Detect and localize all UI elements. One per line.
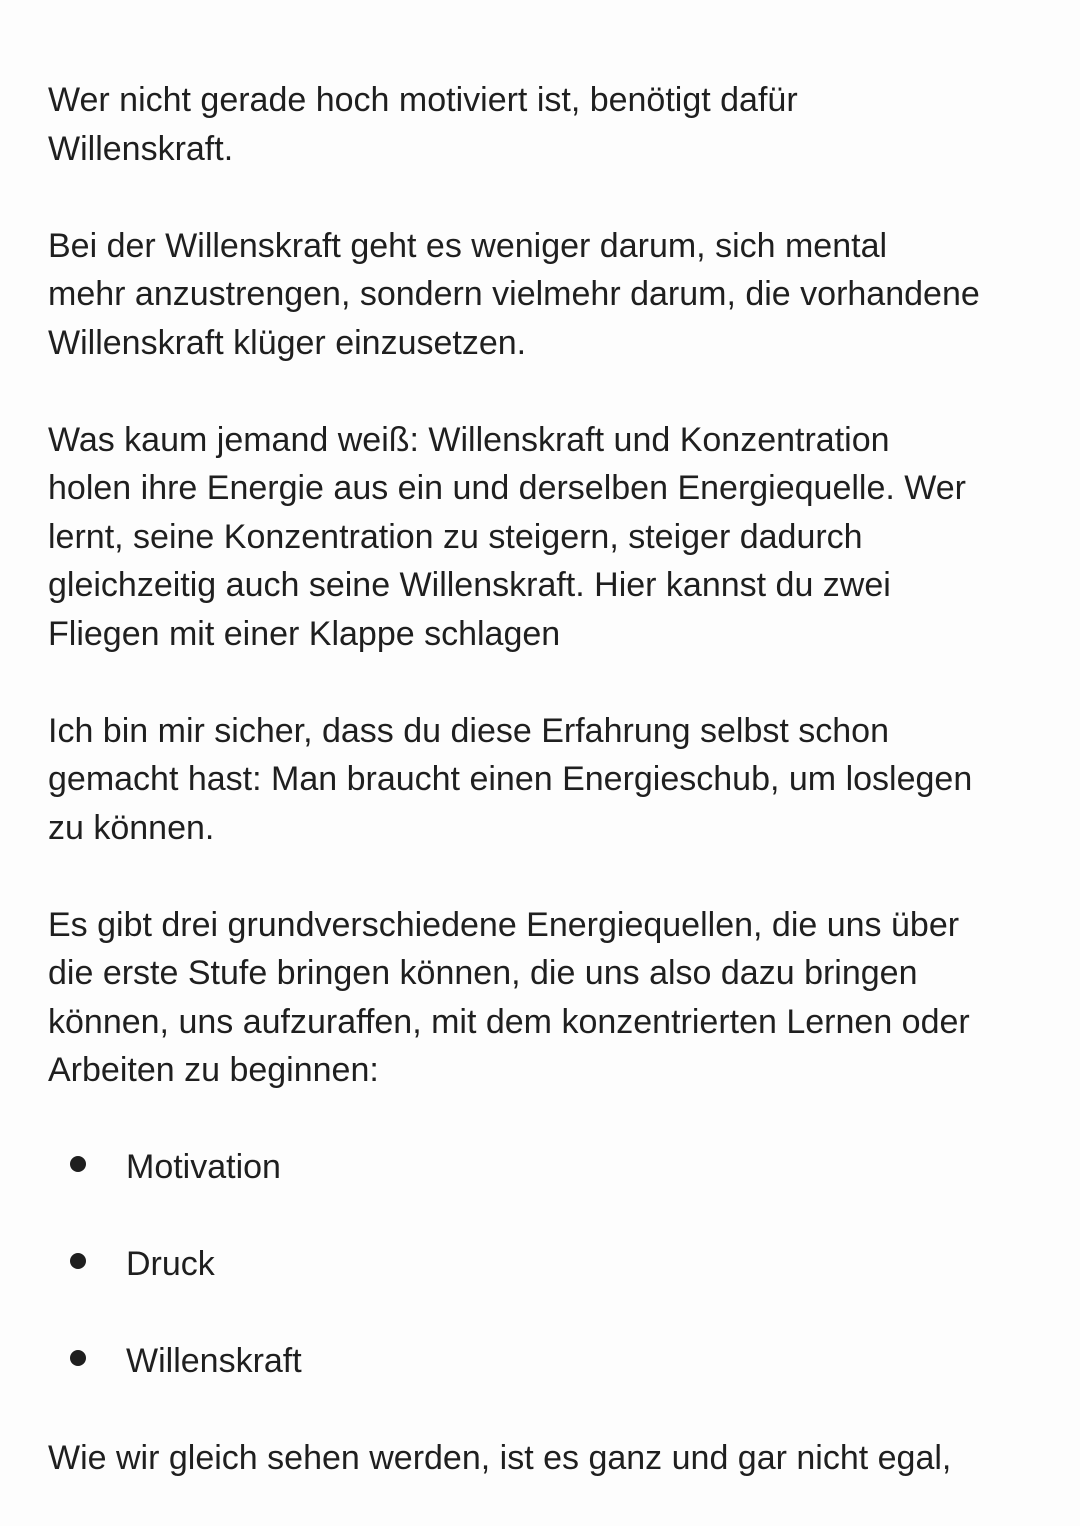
paragraph: Es gibt drei grundverschiedene Energiequellen, die uns über die erste Stufe bringen können, die uns also dazu bringen können, uns aufzuraffen, mit dem konzentrierten Lernen oder Arbeiten zu beginnen: [48,905,970,1089]
list-item [48,1143,1038,1240]
paragraph: Ich bin mir sicher, dass du diese Erfahrung selbst schon gemacht hast: Man braucht einen Energieschub, um loslegen zu können. [48,711,973,847]
paragraph: Wer nicht gerade hoch motiviert ist, benötigt dafür Willenskraft. [48,81,798,168]
list-item [48,1337,1038,1434]
bullet-icon [70,1253,86,1269]
paragraph: Was kaum jemand weiß: Willenskraft und Konzentration holen ihre Energie aus ein und derselben Energiequelle. Wer lernt, seine Konzentration zu steigern, steiger dadurch gleichzeitig auch seine Willenskraft. Hier kannst du zwei Fliegen mit einer Klappe schlagen [48,420,966,653]
paragraph: Wie wir gleich sehen werden, ist es ganz und gar nicht egal, [48,1438,952,1477]
list-item-text: Druck [126,1244,215,1283]
bullet-list [48,1143,1038,1434]
bullet-icon [70,1156,86,1172]
list-item [48,1240,1038,1337]
paragraph: Bei der Willenskraft geht es weniger darum, sich mental mehr anzustrengen, sondern vielmehr darum, die vorhandene Willenskraft klüger einzusetzen. [48,226,980,362]
document-body [48,76,1038,1482]
bullet-icon [70,1350,86,1366]
list-item-text: Willenskraft [126,1341,302,1380]
list-item-text: Motivation [126,1147,281,1186]
